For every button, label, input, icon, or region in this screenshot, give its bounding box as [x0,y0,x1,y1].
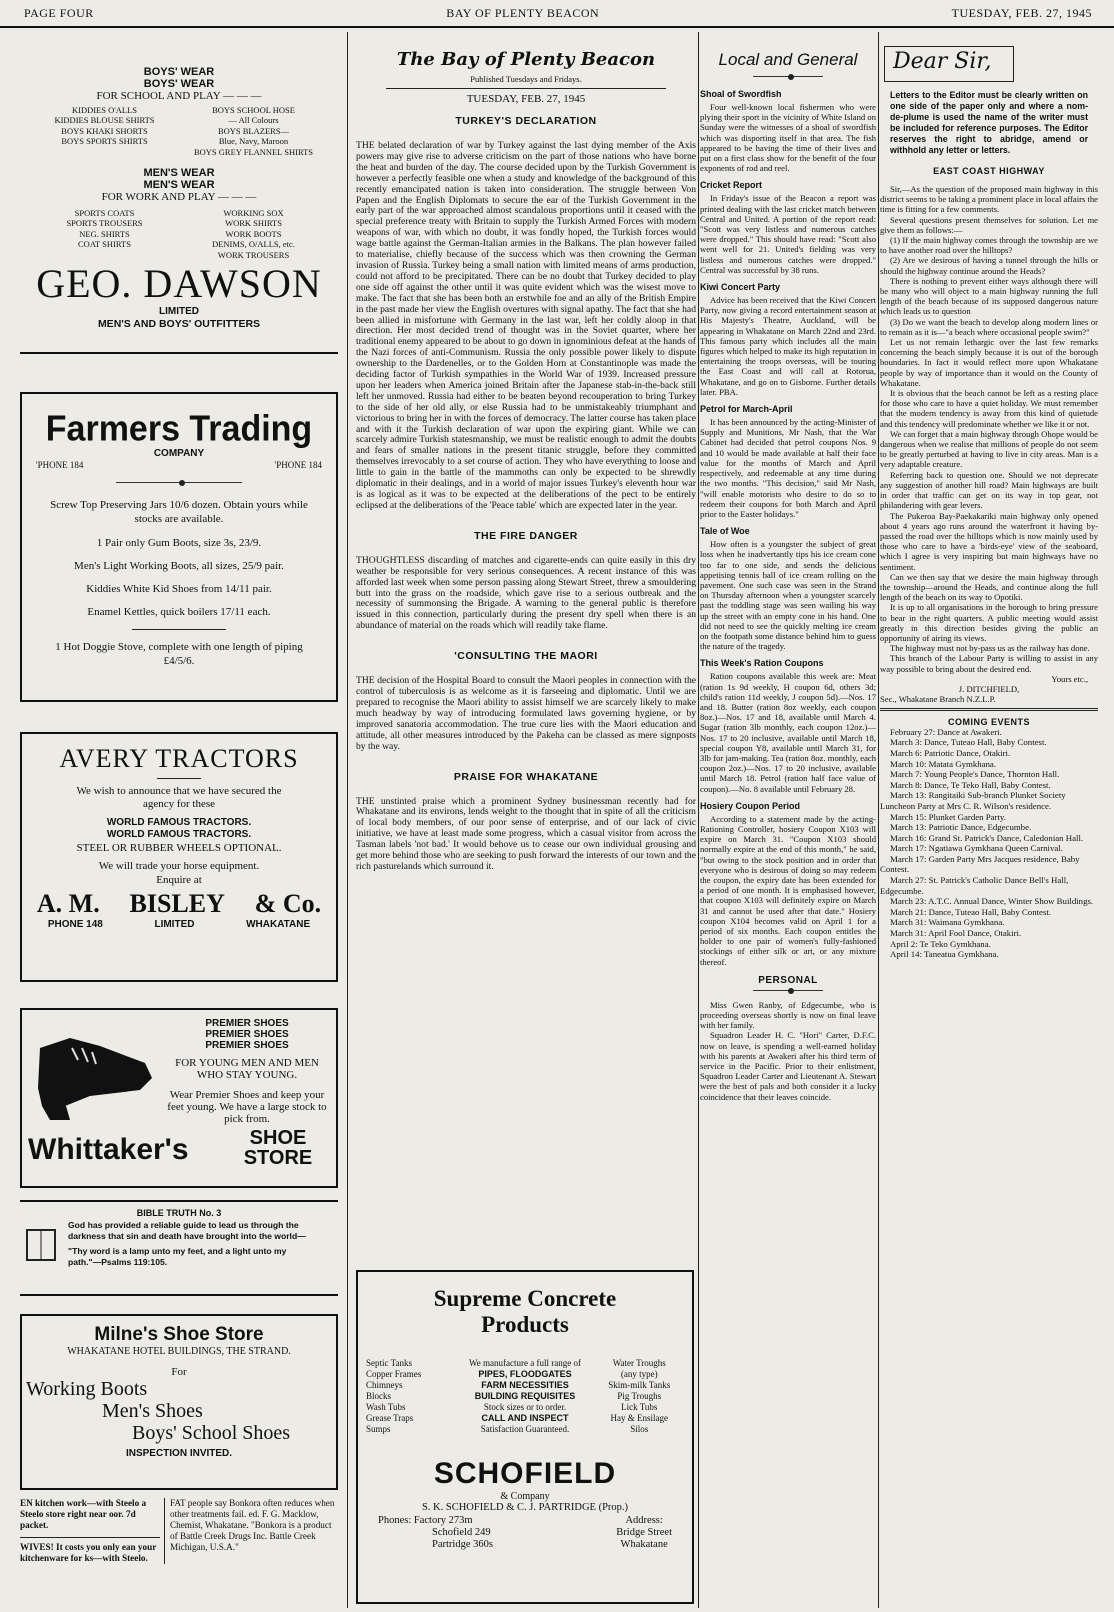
event-item: April 14: Taneatua Gymkhana. [890,949,999,960]
whittaker-wear: Wear Premier Shoes and keep your feet young. We have a large stock to pick from. [167,1089,327,1125]
boys-wear-sub: FOR SCHOOL AND PLAY — — — [96,90,262,102]
letter-paragraph: Can we then say that we desire the main highway through the township—around the Heads, and continue along the full length of the beach on its way to Opotiki. [880,571,1098,603]
steelo-ad-2: WIVES! It costs you only ean your kitchenware for ks—with Steelo. [20,1537,160,1564]
bible-text: God has provided a reliable guide to lead us through the darkness that sin and death have brought into the world— [68,1220,306,1241]
dawson-name: GEO. DAWSON [36,261,322,307]
bisley-co: & Co. [254,889,322,918]
local-item-text: Ration coupons available this week are: Meat (ration 1s 9d weekly, H coupon 6d, others 3d; child's ration 11d weekly, J coupon 5d).—Nos. 17 and 18. Butter (ration 8oz weekly, each coupon 8oz.)—Nos. 17 and 18, available until March 4. Sugar (ration 3lb monthly, each coupon 12oz.)—Nos. 17 to 20 inclusive, available until March 18, special coupon Y8, available until March 31, for 3lb for jam-making. Tea (ration 8oz. monthly, each coupon 2oz.)—Nos. 17 to 20 inclusive, available until March 18. Petrol (ration half face value of coupon).—No. 8 available until February 28. [700,671,876,794]
bisley-phone: PHONE 148 [47,919,103,930]
premier-shoes-line: PREMIER SHOES [205,1018,289,1029]
bisley-initials: A. M. [36,889,100,918]
events-list [880,727,1098,960]
local-item-heading: Kiwi Concert Party [700,282,781,293]
whittaker-for: FOR YOUNG MEN AND MEN WHO STAY YOUNG. [175,1057,319,1081]
issue-date: TUESDAY, FEB. 27, 1945 [951,5,1092,20]
letter-paragraph: Let us not remain lethargic over the last few remarks concerning the beach simply because it is out of the borough boundaries. In fact it would reflect more upon Whakatane people by way of importance than it would on the County of Whakatane. [880,337,1098,388]
personal-item: Miss Gwen Ranby, of Edgecumbe, who is proceeding overseas shortly is now on final leave with her family. [700,999,876,1031]
events-heading: COMING EVENTS [947,716,1030,727]
milnes-name: Milne's Shoe Store [94,1324,264,1345]
letter-name: J. DITCHFIELD, [958,683,1020,694]
dawson-ad [20,32,338,354]
schofield-props: S. K. SCHOFIELD & C. J. PARTRIDGE (Prop.) [421,1502,629,1513]
local-item-heading: Hosiery Coupon Period [700,800,801,811]
whittaker-shoe-ad [20,1008,338,1188]
event-item: March 27: St. Patrick's Catholic Dance Bell's Hall, Edgecumbe. [880,875,1069,896]
mens-wear-title-2: MEN'S WEAR [143,179,215,192]
letters-notice: Letters to the Editor must be clearly written on one side of the paper only and where a nom-de-plume is used the name of the writer must be included for reference purposes. The Editor reserves the right to abridge, amend or withhold any letter or letters. [890,90,1088,155]
heading-turkey: TURKEY'S DECLARATION [455,115,597,127]
dawson-limited: LIMITED [159,306,199,318]
schofield-title: Supreme Concrete Products [433,1286,617,1337]
avery-line: We will trade your horse equipment. [98,860,260,872]
letter-paragraph: This branch of the Labour Party is willing to assist in any way possible to bring about the desired end. [880,653,1098,674]
event-item: March 7: Young People's Dance, Thornton Hall. [890,769,1060,780]
text-turkey: THE belated declaration of war by Turkey against the last dying member of the Axis powers may give rise to adverse criticism on the part of those nations who have borne the heat and burden of the day. The course decided upon by the Turkish Government is however a perfectly feasible one when a study and knowledge of the background of this recently emancipated nation is taken into consideration. The struggle between Von Papen and the English Diplomats to secure the ear of the Turkish Government in the early part of the war approached almost scandalous proportions until it ceased with the special preference treaty with Britain to supply the Turkish Armed Forces with modern weapons of war, with which no doubt, it was fondly hoped, the Turkish forces would wage battle against the German-Italian armies in the Balkans. The plan however failed to materialise, chiefly because of the success which was then crowning the German invasion of Russia. Turkey being a small nation with limited means of arms production, could not afford to be precipitated. There can be no doubt that Turkey decided to play one side off against the other until it was quite evident which was the wisest move to make. The fact that she has been both an erstwhile foe and an ally of the British Empire in the past made her view the English overtures with signal apathy. The fact that she had been allied in misfortune with Germany in the last war, left her coldly aloop in that direction. Her most decided trend of thought was in the Soviet quarter, where her traditional enemy appeared to be about to go down in ignominious defeat at the hands of the Nazi forces of anti-Communism. Russia the only possible power likely to dispute ownership to the Dardenelles, or to the Golden Horn at Constantinople was made the deciding factor of Turkish sympathies in the World War of 1939. Increased pressure upon her leaders when America joined Britain after the Japanese stab-in-the-back still left her unmoved. Russia had either to be beaten beyond recouperation to bring Turkey to the side of her old ally, or else Russia had to be unmistakeably triumphant and victorious to bring her in with the forces of democracy. The latter course has taken place and with it the Turkish declaration of war upon the expiring giant. While we can scarcely admire Turkish statesmanship, we must be realistic enough to admit the doubts and fears of smaller nations in the present titanic struggle, before they committed themselves irrevocably to a set course of action. They who have everything to loose and little to gain in the battle of the mammoths can only be expected to be shrewdly diplomatic in their dealings, and in a world of major issues Turkey's eleventh hour war is as logical as it was to be expected at the deliberations of the pect to be entirely eclipsed at the deliberations of the 'Peace table' which are expected later in the year. [356,140,696,511]
avery-line: WORLD FAMOUS TRACTORS. [106,829,252,840]
letter-paragraph: Sir,—As the question of the proposed main highway in this district seems to be taking a prominent place in local affairs the time is fitting for a few comments. [880,184,1098,215]
schofield-left: Septic Tanks Copper Frames Chimneys Blocks Wash Tubs Grease Traps Sumps [366,1358,422,1434]
farmers-item: Kiddies White Kid Shoes from 14/11 pair. [86,583,272,595]
schofield-ad: Supreme Concrete Products Septic Tanks Copper Frames Chimneys Blocks Wash Tubs Grease Traps Sumps We manufacture a full range of PIPES, FLOODGATES FARM NECESSITIES BUILDING REQUISITES Stock sizes or to order. CALL AND INSPECT Satisfaction Guaranteed. Water Troughs (any type) Skim-milk Tanks Pig Troughs Lick Tubs Hay & Ensilage Silos SCHOFIELD & Company S. K. SCHOFIELD & C. J. PARTRIDGE (Prop.) Phones: Factory 273m Schofield 249 Partridge 360s Address: Bridge Street Whakatane [356,1270,694,1604]
avery-line: WORLD FAMOUS TRACTORS. [106,817,252,828]
letter-paragraph: There is nothing to prevent either ways although there will be many who will object to a main highway running the full length of the beach because of its supposed dangerous nature which leads us to question [880,275,1098,317]
schofield-address: Address: [625,1515,663,1526]
ads-column [20,32,338,1608]
milnes-mens-shoes: Men's Shoes [102,1400,203,1422]
event-item: March 3: Dance, Tuteao Hall, Baby Contest. [890,737,1047,748]
local-item-text: Four well-known local fishermen who were plying their sport in the vicinity of White Island on Sunday were the witnesses of a shoal of swordfish which was disporting itself in that area. The fish appeared to be having the time of their lives and put on a first class show for the benefit of the four exponents of rod and reel. [700,102,876,174]
letter-paragraph: The Pukeroa Bay-Paekakariki main highway only opened about 4 years ago runs around the waterfront it having by-passed the road over the hilltops which is now mainly used by those who care to have a 'birds-eye' view of the seaboard, which I agree is very inspiring but main highways have no sentiment. [880,510,1098,572]
dear-sir-logo: Dear Sir, [884,46,1014,82]
boys-left-list: KIDDIES O'ALLS KIDDIES BLOUSE SHIRTS BOYS KHAKI SHORTS BOYS SPORTS SHIRTS [54,105,155,147]
event-item: March 10: Matata Gymkhana. [890,758,997,769]
farmers-item: Enamel Kettles, quick boilers 17/11 each. [87,606,271,618]
bible-quote: "Thy word is a lamp unto my feet, and a light unto my path."—Psalms 119:105. [68,1246,287,1267]
heading-whakatane: PRAISE FOR WHAKATANE [453,770,599,783]
schofield-name: SCHOFIELD [433,1457,617,1490]
whittaker-shoe: SHOE [249,1127,307,1149]
text-whakatane: THE unstinted praise which a prominent Sydney businessman recently had for Whakatane and its environs, lends weight to the thought that in spite of all the criticism of local body members, of our poor sense of enterprise, and of our lack of civic initiative, we have at least made some progress, which a casual visitor from across the Tasman labels 'not bad.' It would behove us to cease our own individual grousing and get more behind those who are seeking to push forward the interests of our town and the rich pasturelands which surround it. [356,795,696,872]
local-item-heading: Petrol for March-April [700,404,793,415]
local-item-text: It has been announced by the acting-Minister of Supply and Munitions, Mr Nash, that the War Cabinet had decided that petrol coupons Nos. 9 and 10 would be made available at half their face value for the months of March and April respectively, and redeemable at any time during the two months. "This decision," said Mr Nash, "will enable motorists who desire to do so to redeem their coupons for both March and April prior to the Easter holidays." [700,417,876,519]
boys-wear-title: BOYS' WEAR [143,66,215,78]
milnes-inspection: INSPECTION INVITED. [125,1448,233,1459]
event-item: March 15: Plunket Garden Party. [890,811,1006,822]
book-icon [24,1224,60,1264]
letter-body [880,184,1098,674]
bible-truth [20,1200,338,1296]
schofield-co: & Company [500,1491,550,1502]
letter-paragraph: We can forget that a main highway through Ohope would be dangerous when we realise that millions of people do not seem to be greatly perturbed at having to live in city areas. Man is a very adaptable creature. [880,428,1098,470]
letters-column [880,32,1098,1608]
local-item-text: How often is a youngster the subject of great loss when he inadvertantly tips his ice cream cone too far to one side, and sends the delicious appetising tennis ball of ice cream rolling on the pavement. One such case was seen in the Strand on Thursday afternoon when a youngster scarcely past the toddling stage was seen wailing his way up the street with an empty cone in his hand. One did not need to see the quickly melting ice cream on the footpath some distance behind him to guess the nature of the tragedy. [700,539,876,652]
bisley-town: WHAKATANE [246,919,311,930]
letter-paragraph: (2) Are we desirous of having a tunnel through the hills or should the highway continue around the Heads? [880,255,1098,276]
event-item: March 13: Patriotic Dance, Edgecumbe. [890,822,1032,833]
milnes-shoe-ad [20,1314,338,1490]
farmers-stove: 1 Hot Doggie Stove, complete with one length of piping £4/5/6. [55,641,303,667]
steelo-ad-1: EN kitchen work—with Steelo a Steelo store right near oor. 7d packet. [20,1498,147,1530]
event-item: March 6: Patriotic Dance, Otakiri. [890,747,1011,758]
farmers-trading-ad [20,392,338,702]
letter-paragraph: The highway must not by-pass us as the railway has done. [890,643,1090,654]
event-item: March 17: Garden Party Mrs Jacques residence, Baby Contest. [880,853,1080,875]
milnes-address: WHAKATANE HOTEL BUILDINGS, THE STRAND. [67,1346,291,1357]
whittaker-name: Whittaker's [28,1133,189,1166]
letter-paragraph: Referring back to question one. Should we not deprecate any suggestion of another hill road? Main highways are built in order that traffic can get on its way in top gear, not philandering with gear levers. [880,469,1098,511]
personal-item: Squadron Leader H. C. "Hori" Carter, D.F.C. now on leave, is spending a well-earned holiday with his parents at Awakeri after his third term of service in the Pacific. Prior to their enlistment, Squadron Leader Carter and Lieutenant A. Stewart were the best of pals and both consider it a lucky coincidence that their leaves coincide. [700,1030,876,1102]
farmers-item: Screw Top Preserving Jars 10/6 dozen. Obtain yours while stocks are available. [50,499,308,525]
highway-heading: EAST COAST HIGHWAY [933,166,1045,176]
local-item-heading: Shoal of Swordfish [700,89,782,99]
farmers-phone-left: 'PHONE 184 [36,460,84,470]
premier-shoes-line: PREMIER SHOES [205,1029,289,1040]
local-item-heading: Cricket Report [700,180,763,191]
event-item: March 31: Waimana Gymkhana. [890,917,1005,928]
boys-right-list: BOYS SCHOOL HOSE — All Colours BOYS BLAZERS— Blue, Navy, Maroon BOYS GREY FLANNEL SHIRTS [193,105,314,157]
dawson-tagline: MEN'S AND BOYS' OUTFITTERS [97,318,261,331]
bisley-name: BISLEY [129,889,225,918]
mens-wear-sub: FOR WORK AND PLAY — — — [101,191,257,204]
mens-wear-title: MEN'S WEAR [143,167,215,180]
local-title: Local and General [718,50,858,69]
farmers-company: COMPANY [153,448,205,459]
farmers-name: Farmers Trading [45,409,313,449]
event-item: February 27: Dance at Awakeri. [890,726,1002,737]
letter-paragraph: (1) If the main highway comes through the township are we to have another road over the hilltops? [880,235,1098,256]
men-right-list: WORKING SOX WORK SHIRTS WORK BOOTS DENIMS, O/ALLS, etc. WORK TROUSERS [212,208,295,260]
page-header [0,0,1114,28]
farmers-item: 1 Pair only Gum Boots, size 3s, 23/9. [96,537,262,549]
event-item: March 31: April Fool Dance, Otakiri. [890,928,1022,939]
shoe-icon [30,1018,160,1128]
editorial-column [356,32,696,1608]
event-item: March 23: A.T.C. Annual Dance, Winter Show Buildings. [890,896,1094,907]
avery-line: STEEL OR RUBBER WHEELS OPTIONAL. [76,842,282,854]
paper-name: BAY OF PLENTY BEACON [446,5,600,20]
milnes-for: For [171,1366,187,1378]
text-maori: THE decision of the Hospital Board to consult the Maori peoples in connection with the control of tuberculosis is as welcome as it is farseeing and diplomatic. Until we are prepared to recognise the Maori ability to assist himself we are scarcely likely to make much headway by way of introducing formulated laws governing hygiene, or by improved sanatoria accommodation. The true cure lies with the Maori education and attitude, all other measures introduced by the Pakeha can be classed as mere signposts by the way. [356,675,696,752]
avery-line: Enquire at [156,874,202,886]
steelo-ad [20,1498,165,1564]
heading-fire: THE FIRE DANGER [474,529,578,542]
milnes-working-boots: Working Boots [26,1378,148,1400]
heading-maori: 'CONSULTING THE MAORI [454,650,598,663]
local-general-column [700,32,876,1608]
event-item: March 16: Grand St. Patrick's Dance, Caledonian Hall. [890,832,1084,843]
whittaker-store: STORE [243,1147,313,1169]
avery-name: AVERY TRACTORS [59,744,299,773]
bible-title: BIBLE TRUTH No. 3 [136,1208,222,1218]
letter-paragraph: (3) Do we want the beach to develop along modern lines or to remain as it is—"a beach where occasional people swim?" [880,316,1098,337]
avery-tractors-ad [20,732,338,982]
letter-paragraph: Several questions present themselves for solution. Let me give them as follows:— [880,214,1098,235]
text-fire: THOUGHTLESS discarding of matches and cigarette-ends can quite easily in this dry weather be responsible for very serious consequences. A recent instance of this was afforded last week when some person passing along Stewart Street, threw a smouldering butt into the grass on the roadside, which gave rise to a serious outbreak and the necessity of summonsing the Brigade. A warning to the general public is therefore issued in this connection, particularly during the present dry spell when there is an abundance of material on the roads which will readily take flame. [356,554,696,632]
bonkora-ad: FAT people say Bonkora often reduces when other treatments fail. ed. F. G. Macklow, Chemist, Whakatane. "Bonkora is a product of Battle Creek Drugs Inc. Battle Creek Michigan, U.S.A." [170,1498,335,1552]
event-item: March 13: Rangitaiki Sub-branch Plunket Society Luncheon Party at Mrs C. R. Wilson's residence. [880,790,1066,811]
local-items [700,89,876,967]
schofield-mid: We manufacture a full range of PIPES, FLOODGATES FARM NECESSITIES BUILDING REQUISITES Stock sizes or to order. CALL AND INSPECT Satisfaction Guaranteed. [469,1358,581,1434]
local-item-text: Advice has been received that the Kiwi Concert Party, now giving a record entertainment season at His Majesty's Theatre, Auckland, will be appearing in Whakatane on March 22nd and 23rd. This famous party which includes all the main figures which helped to make its high reputation in entertaining the troops overseas, will be touring the East Coast and will call at Rotorua, Whakatane, and go on to Gisborne. Further details later. PBA. [700,295,876,397]
letter-paragraph: It is up to all organisations in the borough to bring pressure to bear in the right quarters. A public meeting would assist greatly in this direction besides giving the public an opportunity of airing its views. [880,602,1098,643]
event-item: March 17: Ngatiawa Gymkhana Queen Carnival. [890,843,1063,854]
published-line: Published Tuesdays and Fridays. [470,74,582,84]
men-left-list: SPORTS COATS SPORTS TROUSERS NEG. SHIRTS COAT SHIRTS [66,208,143,250]
schofield-right: Water Troughs (any type) Skim-milk Tanks Pig Troughs Lick Tubs Hay & Ensilage Silos [608,1358,671,1434]
page-number: PAGE FOUR [24,5,94,20]
letter-sec: Sec., Whakatane Branch N.Z.L.P. [880,693,996,704]
bisley-limited: LIMITED [154,919,195,930]
local-item-text: In Friday's issue of the Beacon a report was printed dealing with the last cricket match between Central and United. A portion of the report read: "Scott was very listless and numerous catches were dropped." This should have read: "Scott also went well for 21. United's fielding was very listless and numerous catches were dropped." Central was successful by 38 runs. [700,193,876,275]
editorial-date: TUESDAY, FEB. 27, 1945 [466,93,586,105]
local-item-text: According to a statement made by the acting-Rationing Controller, hosiery Coupon X103 will expire on March 31. "Coupon X103 should normally expire at the end of this month," he said, "but owing to the stock position and in order that everyone who is desirous of doing so may redeem the coupon, the expiry date has been extended for a period of one month. It is emphasised however, that coupon X103 will definitely expire on March 31 and cannot be used after that date." Hosiery coupon X104 becomes valid on April 1 for a period of six months. Each coupon entitles the holder to one pair of women's fully-fashioned stockings of either silk or art, or any mixture thereof. [700,813,876,967]
masthead: The Bay of Plenty Beacon [396,49,656,70]
letter-paragraph: It is obvious that the beach cannot be left as a resting place for those who care to have a quiet holiday. We must remember that the modern tendency is away from this kind of quietude and this tendency will predominate whether we like it or not. [880,388,1098,429]
farmers-item: Men's Light Working Boots, all sizes, 25/9 pair. [74,560,284,572]
schofield-phones: Phones: Factory 273m [378,1515,473,1526]
avery-intro: We wish to announce that we have secured the agency for these [76,785,282,810]
premier-shoes-line: PREMIER SHOES [205,1040,289,1051]
local-item-heading: This Week's Ration Coupons [700,658,824,669]
event-item: April 2: Te Teko Gymkhana. [890,938,991,949]
personal-heading: PERSONAL [758,974,818,986]
farmers-phone-right: 'PHONE 184 [274,460,322,470]
boys-wear-title-2: BOYS' WEAR [143,78,215,90]
milnes-boys-shoes: Boys' School Shoes [132,1422,291,1444]
event-item: March 8: Dance, Te Teko Hall, Baby Contest. [890,779,1051,790]
event-item: March 21: Dance, Tuteao Hall, Baby Contest. [890,906,1052,917]
local-item-heading: Tale of Woe [700,526,750,537]
letter-yours: Yours etc., [1051,673,1088,684]
